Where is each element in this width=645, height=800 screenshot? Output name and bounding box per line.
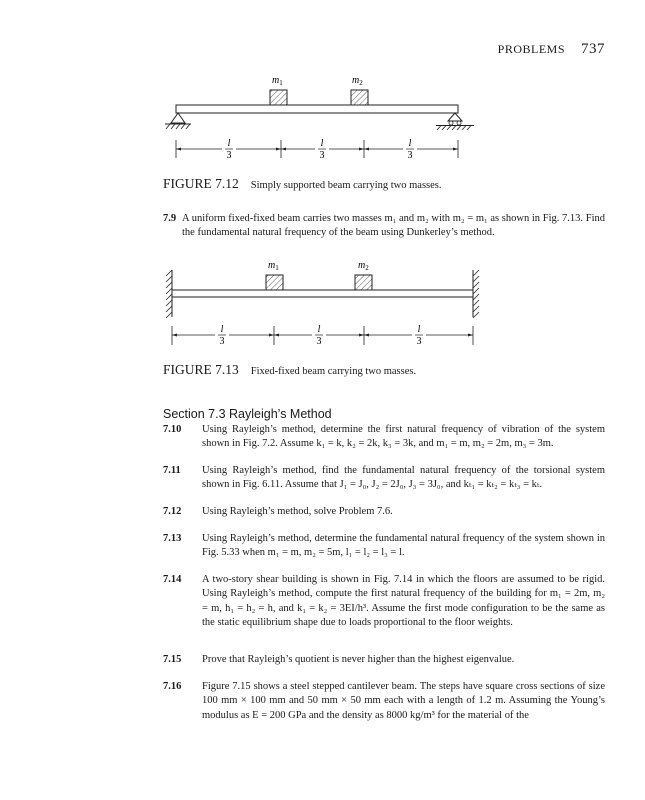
mass-1-label: $m_1$ — [272, 75, 283, 87]
problem-text: Using Rayleigh’s method, find the fundamental natural frequency of the torsional system shown in Fig. 6.11. Assume that J₁ = J₀, J₂ = 2J₀, J₃ = 3J₀, and kₜ₁ = kₜ₂ = kₜ₃ = kₜ. — [202, 465, 605, 491]
problem-number: 7.15 — [163, 654, 182, 665]
dim-3-den: 3 — [407, 150, 413, 161]
mass-2-label: $m_2$ — [358, 260, 369, 272]
figure-caption-text: Fixed-fixed beam carrying two masses. — [250, 366, 417, 377]
mass-2-block — [355, 275, 372, 290]
figure-label: FIGURE 7.13 — [163, 362, 239, 377]
problem-number: 7.11 — [163, 465, 181, 476]
mass-1-label: $m_1$ — [268, 260, 279, 272]
dim-1-den: 3 — [226, 150, 232, 161]
problem-text: Figure 7.15 shows a steel stepped cantilever beam. The steps have square cross sections of size 100 mm × 100 mm and 50 mm × 50 mm each with a length of 1.2 m. Assuming the Young’s modulus as E = 200 GPa and the density as 8000 kg/m³ for the material of the — [202, 681, 605, 721]
mass-1-block — [266, 275, 283, 290]
figure-label: FIGURE 7.12 — [163, 176, 239, 191]
problem-text: A two-story shear building is shown in Fig. 7.14 in which the floors are assumed to be rigid. Using Rayleigh’s method, compute the first natural frequency of the building for m₁ = 2m, m₂ = m, h₁ = h₂ = h, and k₁ = k₂ = 3EI/h³. Assume the first mode configuration to be the same as the static equilibrium shape due to loads proportional to the floor weights. — [202, 574, 605, 628]
problem-7-10 — [163, 423, 605, 452]
dim-3-den: 3 — [416, 336, 422, 347]
figure-7-13-caption — [163, 362, 416, 378]
mass-2-label: $m_2$ — [352, 75, 363, 87]
fixed-wall-right — [473, 270, 479, 318]
problem-7-14 — [163, 573, 605, 630]
problem-7-15 — [163, 653, 605, 667]
problem-text: A uniform fixed-fixed beam carries two masses m₁ and m₂ with m₂ = m₁ as shown in Fig. 7.13. Find the fundamental natural frequency of the beam using Dunkerley’s method. — [182, 213, 605, 239]
problem-number: 7.9 — [163, 213, 177, 224]
problem-number: 7.16 — [163, 681, 182, 692]
problem-7-12 — [163, 505, 605, 519]
problem-7-13 — [163, 532, 605, 561]
problem-text: Using Rayleigh’s method, determine the first natural frequency of vibration of the system shown in Fig. 7.2. Assume k₁ = k, k₂ = 2k, k₃ = 3k, and m₁ = m, m₂ = 2m, m₃ = 3m. — [202, 424, 605, 450]
dim-1-num: l — [220, 324, 224, 335]
dim-2-den: 3 — [316, 336, 322, 347]
problem-text: Using Rayleigh’s method, determine the fundamental natural frequency of the system shown in Fig. 5.33 when m₁ = m, m₂ = 5m, l₁ = l₂ = l₃ = l. — [202, 533, 605, 559]
dim-2-num: l — [317, 324, 321, 335]
dim-2-den: 3 — [319, 150, 325, 161]
problem-number: 7.14 — [163, 574, 182, 585]
problem-7-16 — [163, 680, 605, 723]
problem-number: 7.12 — [163, 506, 182, 517]
figure-caption-text: Simply supported beam carrying two masses. — [250, 180, 442, 191]
dim-3-num: l — [408, 138, 412, 149]
dim-3-num: l — [417, 324, 421, 335]
problem-text: Prove that Rayleigh’s quotient is never higher than the highest eigenvalue. — [202, 654, 515, 665]
problem-7-11 — [163, 464, 605, 493]
figure-7-13-diagram — [0, 0, 645, 360]
dim-2-num: l — [320, 138, 324, 149]
problem-number: 7.10 — [163, 424, 182, 435]
fixed-wall-left — [166, 270, 172, 318]
problem-number: 7.13 — [163, 533, 182, 544]
running-title: PROBLEMS — [497, 42, 565, 56]
problem-text: Using Rayleigh’s method, solve Problem 7.6. — [202, 506, 393, 517]
section-heading: Section 7.3 Rayleigh’s Method — [163, 407, 332, 421]
beam — [172, 290, 473, 297]
dim-1-num: l — [227, 138, 231, 149]
dim-1-den: 3 — [219, 336, 225, 347]
page-number: 737 — [581, 41, 605, 57]
